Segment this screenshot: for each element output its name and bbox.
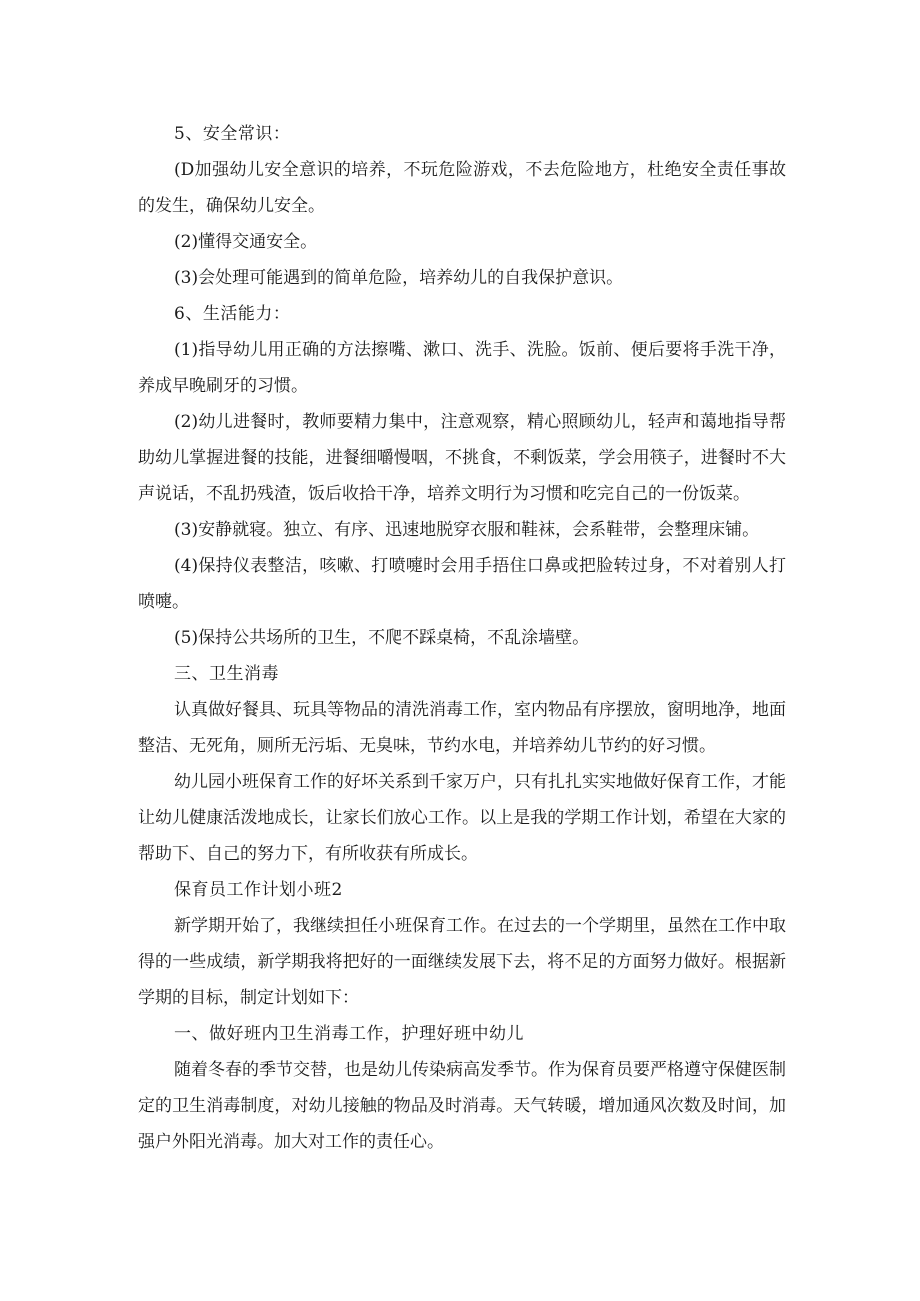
section-title-plan-2: 保育员工作计划小班2 — [174, 880, 343, 900]
paragraph-hygiene-habits: (1)指导幼儿用正确的方法擦嘴、漱口、洗手、洗脸。饭前、便后要将手洗干净，养成早晚刷牙的习惯。 — [138, 340, 786, 396]
heading-disinfection-work: 一、做好班内卫生消毒工作，护理好班中幼儿 — [174, 1024, 524, 1044]
paragraph-cleaning: 认真做好餐具、玩具等物品的清洗消毒工作，室内物品有序摆放，窗明地净，地面整洁、无死角，厕所无污垢、无臭味，节约水电，并培养幼儿节约的好习惯。 — [138, 700, 786, 756]
paragraph-new-semester: 新学期开始了，我继续担任小班保育工作。在过去的一个学期里，虽然在工作中取得的一些成绩，新学期我将把好的一面继续发展下去，将不足的方面努力做好。根据新学期的目标，制定计划如下： — [138, 916, 786, 1008]
paragraph-season-change: 随着冬春的季节交替，也是幼儿传染病高发季节。作为保育员要严格遵守保健医制定的卫生消毒制度，对幼儿接触的物品及时消毒。天气转暖，增加通风次数及时间，加强户外阳光消毒。加大对工作的责任心。 — [138, 1060, 786, 1152]
paragraph-traffic-safety: (2)懂得交通安全。 — [174, 232, 318, 252]
heading-sanitation: 三、卫生消毒 — [174, 664, 279, 684]
paragraph-summary: 幼儿园小班保育工作的好坏关系到千家万户，只有扎扎实实地做好保育工作，才能让幼儿健康活泼地成长，让家长们放心工作。以上是我的学期工作计划，希望在大家的帮助下、自己的努力下，有所收获有所成长。 — [138, 772, 786, 864]
paragraph-safety-awareness: (D加强幼儿安全意识的培养，不玩危险游戏，不去危险地方，杜绝安全责任事故的发生，确保幼儿安全。 — [138, 160, 786, 216]
paragraph-public-hygiene: (5)保持公共场所的卫生，不爬不踩桌椅，不乱涂墙壁。 — [174, 628, 590, 648]
paragraph-meal-time: (2)幼儿进餐时，教师要精力集中，注意观察，精心照顾幼儿，轻声和蔼地指导帮助幼儿掌握进餐的技能，进餐细嚼慢咽，不挑食，不剩饭菜，学会用筷子，进餐时不大声说话，不乱扔残渣，饭后收拾干净，培养文明行为习惯和吃完自己的一份饭菜。 — [138, 412, 786, 504]
paragraph-self-protection: (3)会处理可能遇到的简单危险，培养幼儿的自我保护意识。 — [174, 268, 624, 288]
paragraph-sleep: (3)安静就寝。独立、有序、迅速地脱穿衣服和鞋袜，会系鞋带，会整理床铺。 — [174, 520, 760, 540]
heading-life-skills: 6、生活能力： — [174, 304, 291, 324]
paragraph-appearance: (4)保持仪表整洁，咳嗽、打喷嚏时会用手捂住口鼻或把脸转过身，不对着别人打喷嚏。 — [138, 556, 786, 612]
heading-safety-knowledge: 5、安全常识： — [174, 124, 291, 144]
